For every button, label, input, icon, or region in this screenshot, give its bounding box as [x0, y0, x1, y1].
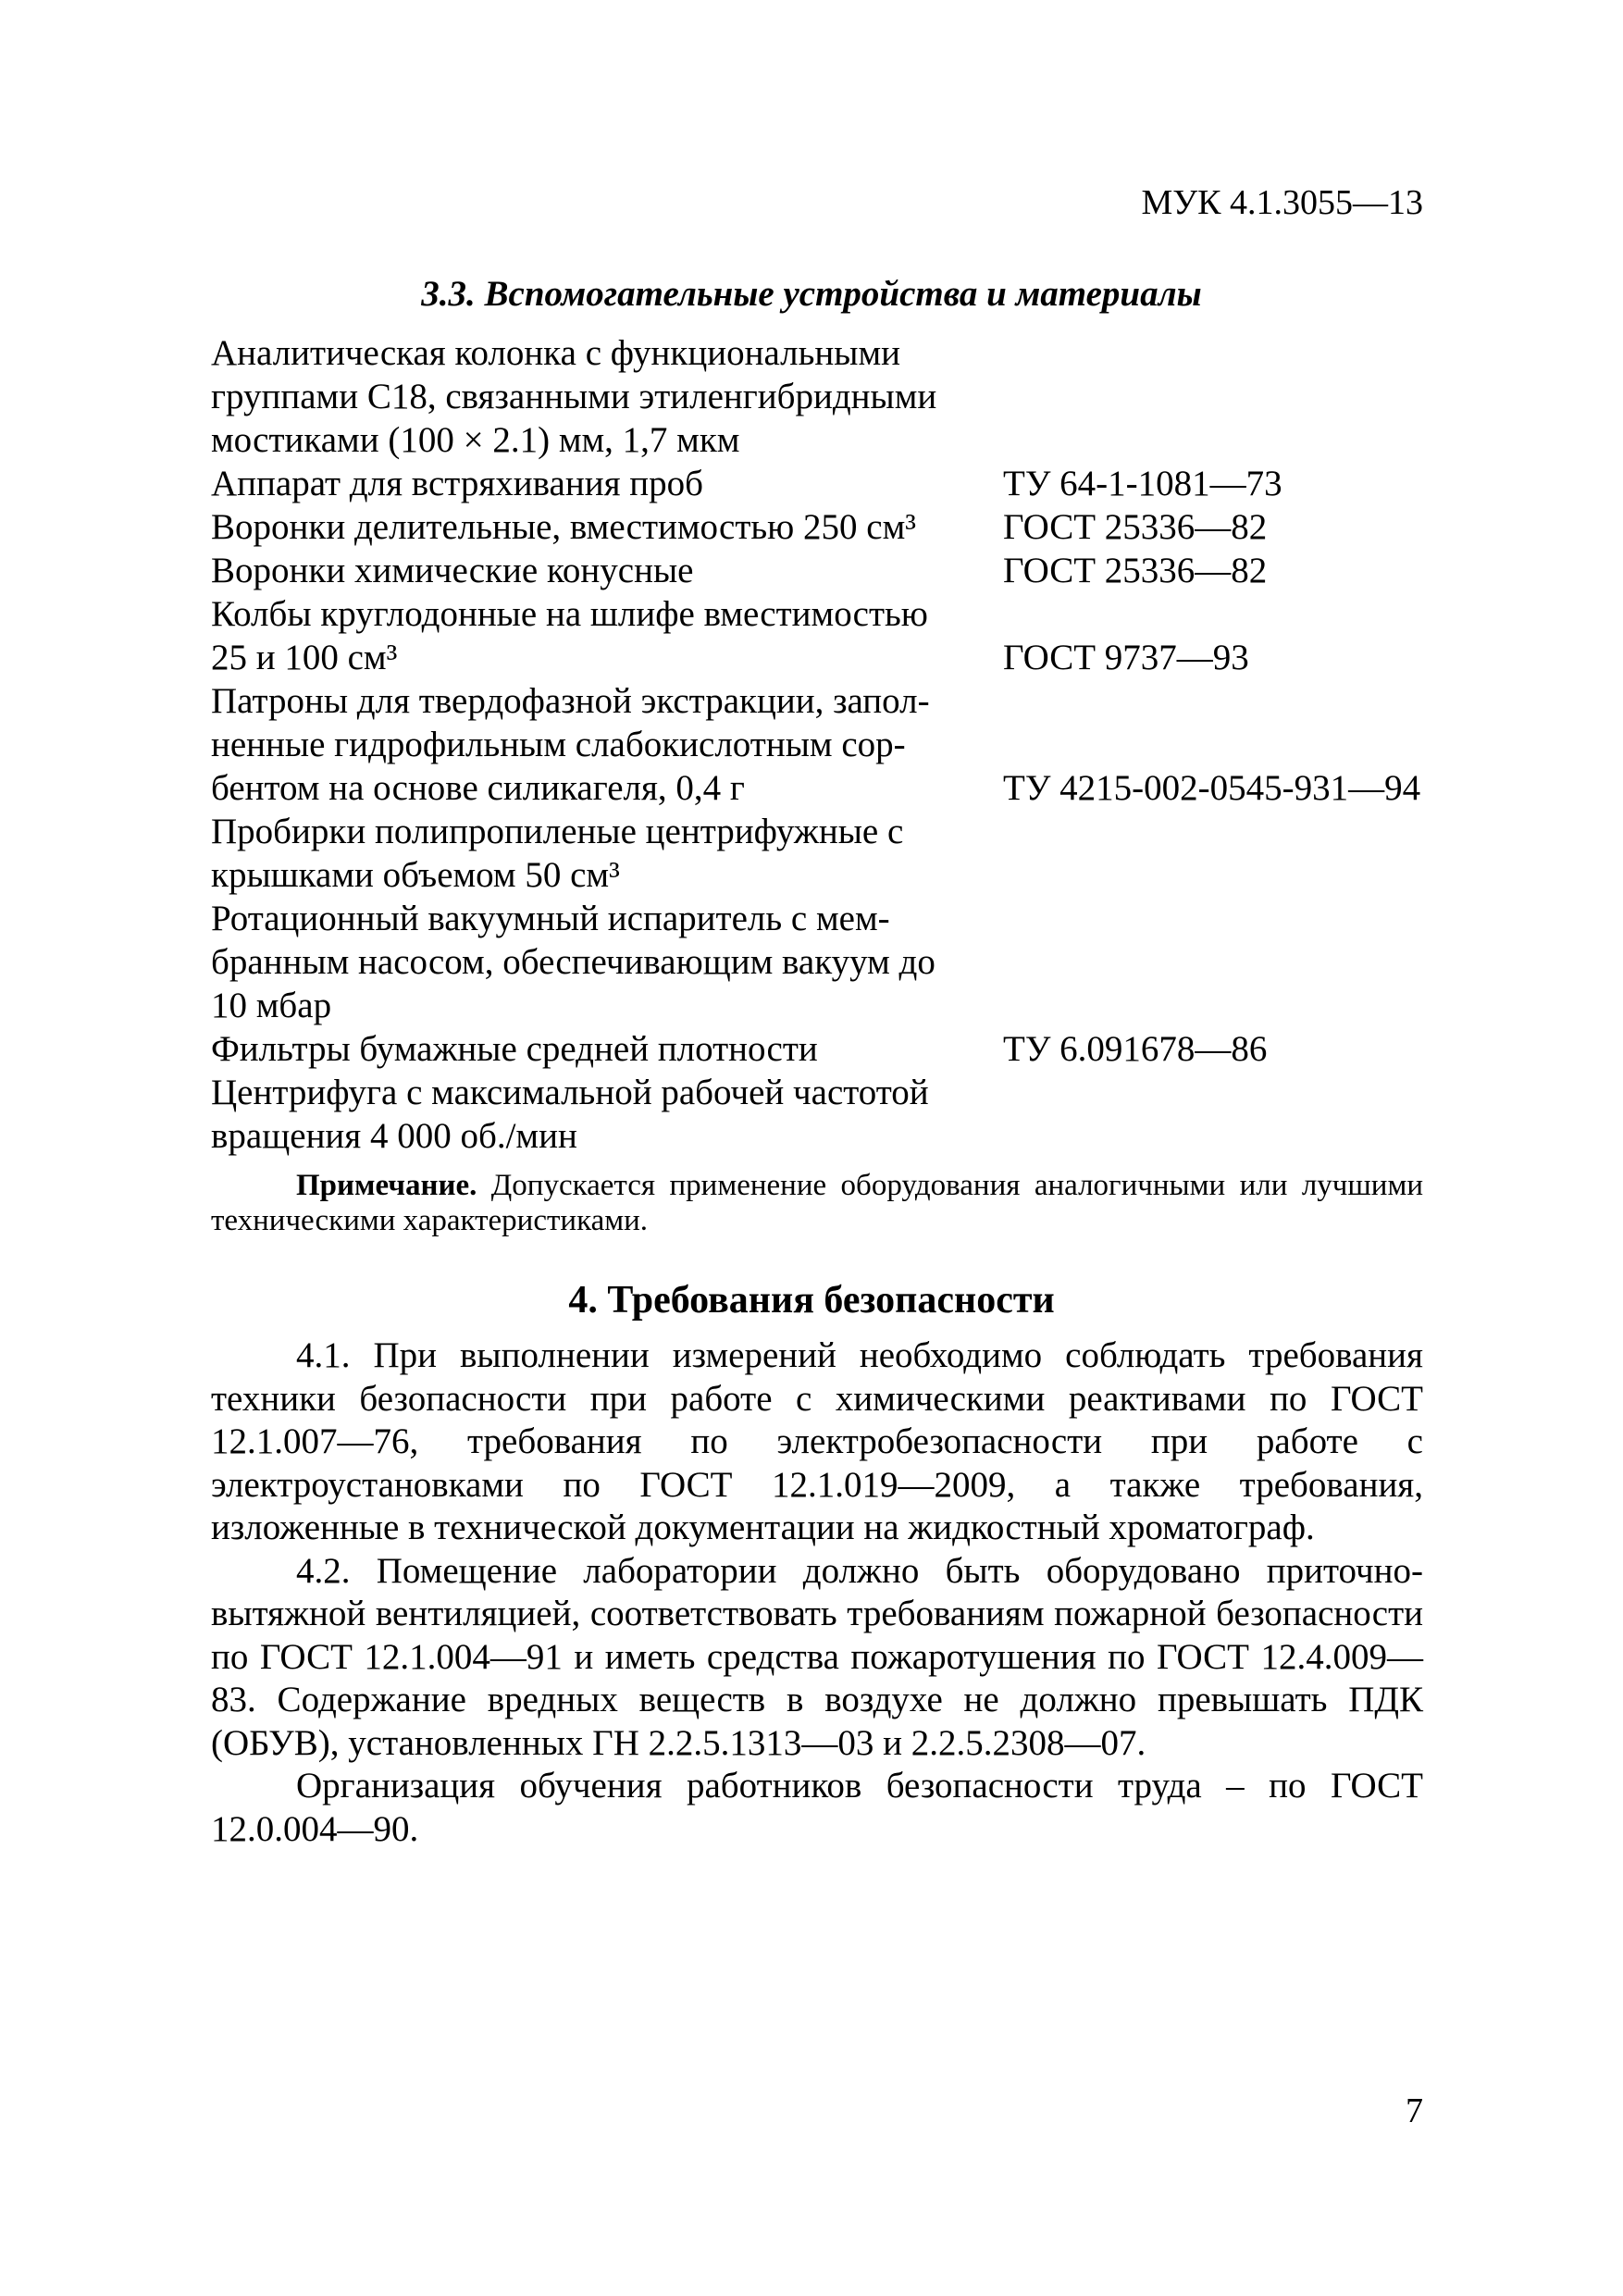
equipment-name: [211, 810, 1003, 897]
equipment-name-line: бентом на основе силикагеля, 0,4 г: [211, 768, 745, 808]
document-code: МУК 4.1.3055—13: [1141, 183, 1423, 222]
equipment-name-line: 25 и 100 см³: [211, 638, 398, 677]
section-3-3-heading: 3.3. Вспомогательные устройства и материалы: [421, 274, 1202, 314]
equipment-name-line: Центрифуга с максимальной рабочей частотой: [211, 1073, 929, 1112]
equipment-name-line: Пробирки полипропиленые центрифужные с: [211, 812, 904, 851]
equipment-name: [211, 679, 1003, 810]
paragraph-training: Организация обучения работников безопасности труда – по ГОСТ 12.0.004—90.: [211, 1766, 1423, 1849]
equipment-name-line: Патроны для твердофазной экстракции, запол-: [211, 681, 930, 721]
equipment-row: [211, 549, 1420, 592]
paragraph-4-2: 4.2. Помещение лаборатории должно быть оборудовано приточно-вытяжной вентиляцией, соответствовать требованиям пожарной безопасности по ГОСТ 12.1.004—91 и иметь средства пожаротушения по ГОСТ 12.4.009—83. Содержание вредных веществ в воздухе не должно превышать ПДК (ОБУВ), установленных ГН 2.2.5.1313—03 и 2.2.5.2308—07.: [211, 1550, 1423, 1763]
equipment-name-line: Ротационный вакуумный испаритель с мем-: [211, 899, 890, 938]
equipment-name-line: крышками объемом 50 см³: [211, 855, 620, 895]
equipment-name-line: ненные гидрофильным слабокислотным сор-: [211, 725, 906, 764]
equipment-name-line: бранным насосом, обеспечивающим вакуум до: [211, 942, 935, 982]
equipment-standard: ГОСТ 9737—93: [1003, 638, 1249, 677]
equipment-name: [211, 1071, 1003, 1158]
paragraph-4-1: 4.1. При выполнении измерений необходимо соблюдать требования техники безопасности при работе с химическими реактивами по ГОСТ 12.1.007—76, требования по электробезопасности при работе с электроустановками по ГОСТ 12.1.019—2009, а также требования, изложенные в технической документации на жидкостный хроматограф.: [211, 1335, 1423, 1547]
equipment-row: [211, 462, 1420, 505]
equipment-row: [211, 505, 1420, 549]
equipment-name-line: Колбы круглодонные на шлифе вместимостью: [211, 594, 928, 634]
equipment-name-line: Аппарат для встряхивания проб: [211, 464, 703, 503]
equipment-row: [211, 1071, 1420, 1158]
equipment-name-line: 10 мбар: [211, 986, 332, 1025]
equipment-name: [211, 549, 1003, 592]
section-4-heading: 4. Требования безопасности: [568, 1279, 1055, 1322]
equipment-standard: ГОСТ 25336—82: [1003, 507, 1268, 547]
equipment-name-line: Аналитическая колонка с функциональными: [211, 333, 901, 373]
equipment-standard: ТУ 4215-002-0545-931—94: [1003, 768, 1421, 808]
equipment-name: [211, 462, 1003, 505]
equipment-name-line: вращения 4 000 об./мин: [211, 1116, 577, 1156]
equipment-row: [211, 679, 1420, 810]
equipment-name: [211, 331, 1003, 462]
equipment-name-line: Воронки химические конусные: [211, 551, 694, 590]
equipment-name: [211, 505, 1003, 549]
equipment-name-line: Фильтры бумажные средней плотности: [211, 1029, 818, 1069]
section-4-body: [211, 1334, 1423, 1851]
equipment-name: [211, 1027, 1003, 1071]
equipment-row: [211, 1027, 1420, 1071]
note: [211, 1168, 1423, 1238]
note-label: Примечание.: [296, 1169, 477, 1202]
equipment-name-line: группами С18, связанными этиленгибридными: [211, 377, 937, 416]
equipment-standard: [1003, 810, 1420, 897]
equipment-row: [211, 331, 1420, 462]
equipment-name-line: Воронки делительные, вместимостью 250 см³: [211, 507, 916, 547]
equipment-row: [211, 810, 1420, 897]
equipment-list: [211, 331, 1420, 1158]
equipment-row: [211, 897, 1420, 1027]
equipment-standard: ТУ 6.091678—86: [1003, 1029, 1268, 1069]
equipment-standard: [1003, 897, 1420, 1027]
equipment-standard: [1003, 1071, 1420, 1158]
page-number: 7: [1406, 2091, 1423, 2130]
equipment-name: [211, 897, 1003, 1027]
equipment-name-line: мостиками (100 × 2.1) мм, 1,7 мкм: [211, 420, 740, 460]
equipment-name: [211, 592, 1003, 679]
note-text: Допускается применение оборудования аналогичными или лучшими техническими характеристиками.: [211, 1169, 1423, 1237]
equipment-standard: ТУ 64-1-1081—73: [1003, 464, 1282, 503]
equipment-standard: [1003, 331, 1420, 462]
equipment-row: [211, 592, 1420, 679]
equipment-standard: ГОСТ 25336—82: [1003, 551, 1268, 590]
